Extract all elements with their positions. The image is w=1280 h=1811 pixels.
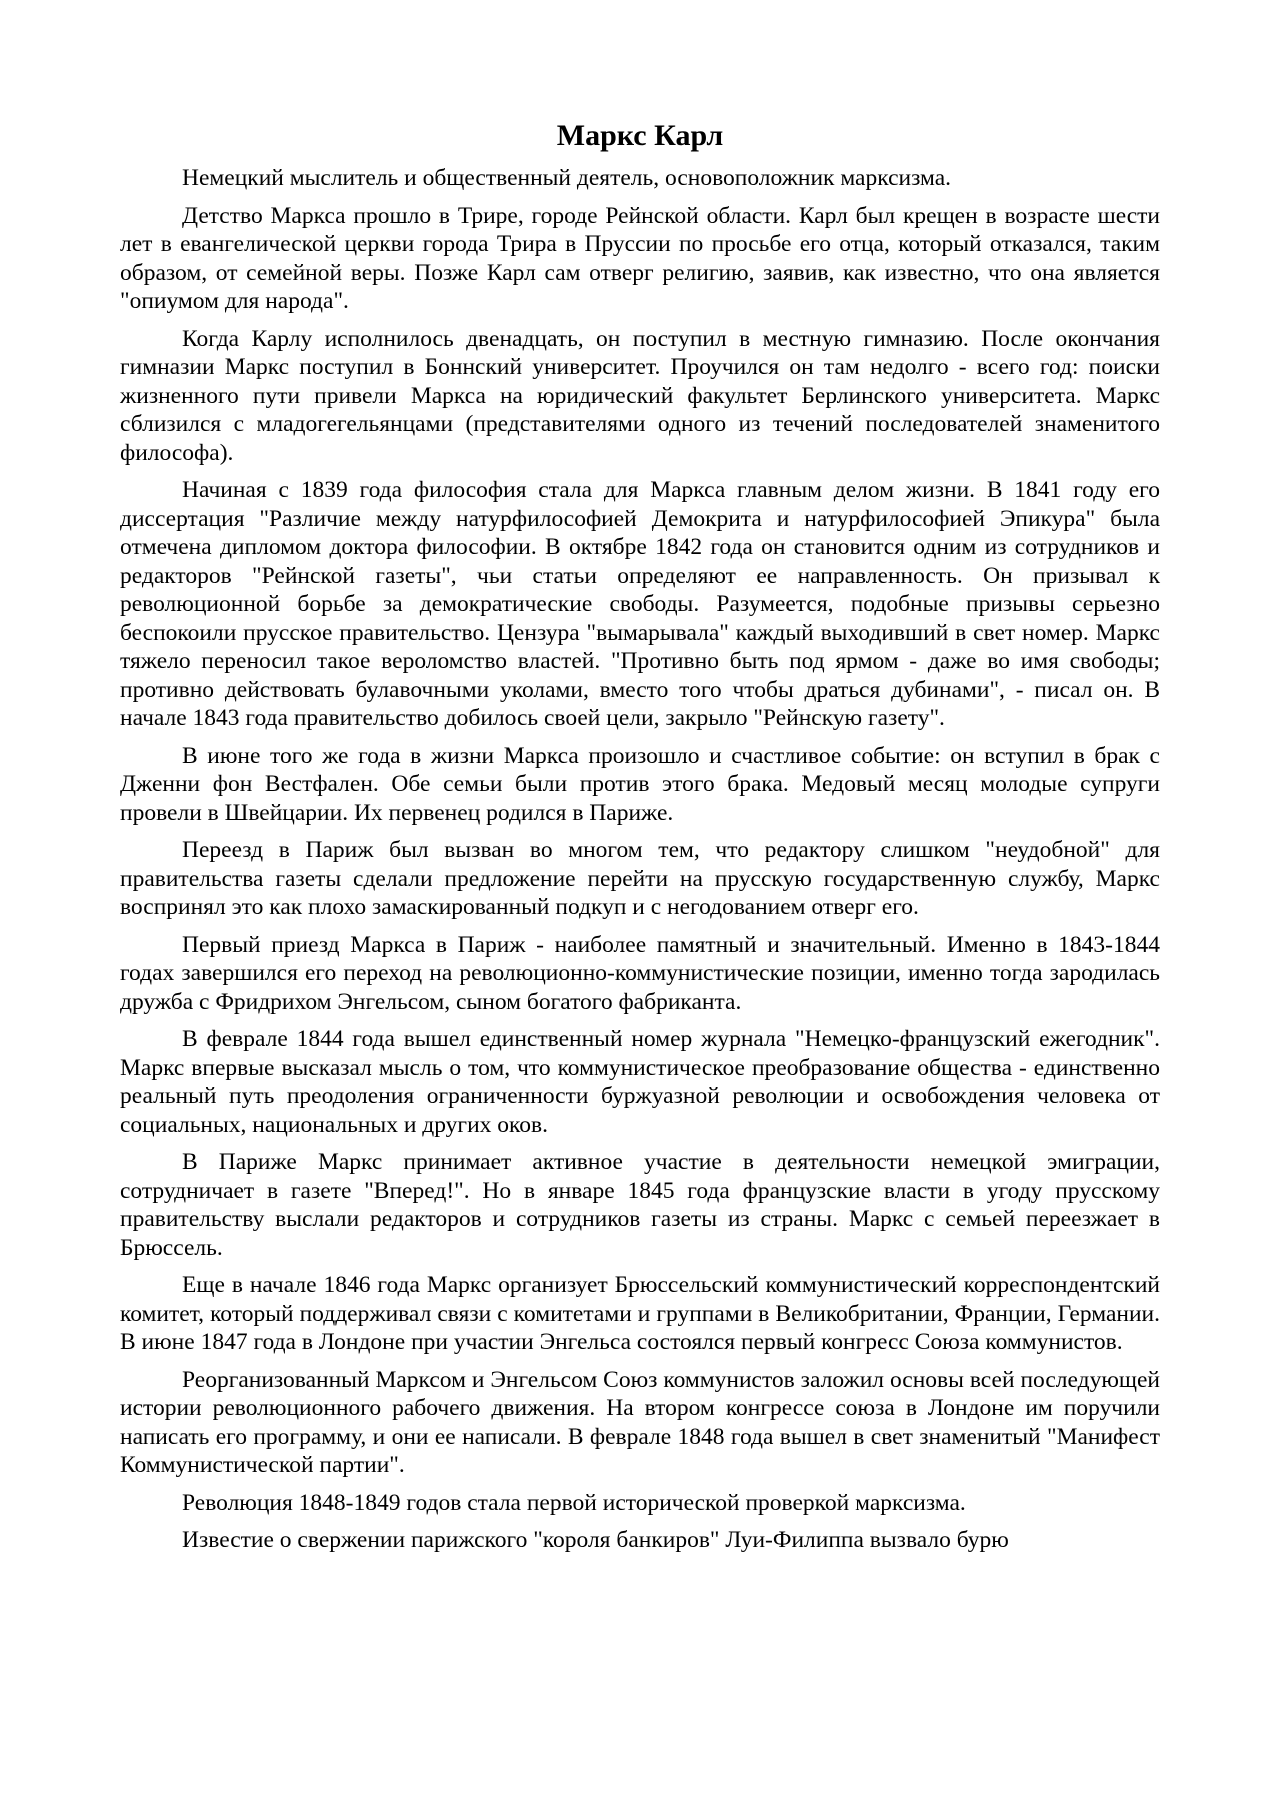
paragraph-revolution: Революция 1848-1849 годов стала первой исторической проверкой марксизма. [182, 1489, 966, 1516]
paragraph-emigration: В Париже Маркс принимает активное участие в деятельности немецкой эмиграции, сотрудничает в газете "Вперед!". Но в январе 1845 года французские власти в угоду прусскому правительству выслали редакторов и сотрудников газеты из страны. Маркс с семьей переезжает в Брюссель. [120, 1149, 1160, 1261]
document-title: Маркс Карл [556, 119, 724, 152]
paragraph-education: Когда Карлу исполнилось двенадцать, он поступил в местную гимназию. После окончания гимназии Маркс поступил в Боннский университет. Проучился он там недолго - всего год: поиски жизненного пути привели Маркса на юридический факультет Берлинского университета. Маркс сблизился с младогегельянцами (представителями одного из течений последователей знаменитого философа). [120, 325, 1160, 466]
paragraph-louis-philippe: Известие о свержении парижского "короля банкиров" Луи-Филиппа вызвало бурю [182, 1527, 1009, 1553]
paragraph-childhood: Детство Маркса прошло в Трире, городе Рейнской области. Карл был крещен в возрасте шести лет в евангелической церкви города Трира в Пруссии по просьбе его отца, который отказался, таким образом, от семейной веры. Позже Карл сам отверг религию, заявив, как известно, что она является "опиумом для народа". [120, 202, 1160, 314]
paragraph-intro: Немецкий мыслитель и общественный деятель, основоположник марксизма. [182, 165, 952, 191]
paragraph-committee: Еще в начале 1846 года Маркс организует Брюссельский коммунистический корреспондентский комитет, который поддерживал связи с комитетами и группами в Великобритании, Франции, Германии. В июне 1847 года в Лондоне при участии Энгельса состоялся первый конгресс Союза коммунистов. [120, 1272, 1160, 1355]
paragraph-yearbook: В феврале 1844 года вышел единственный номер журнала "Немецко-французский ежегодник". Маркс впервые высказал мысль о том, что коммунистическое преобразование общества - единственно реальный путь преодоления ограниченности буржуазной революции и освобождения человека от социальных, национальных и других оков. [120, 1026, 1160, 1138]
paragraph-marriage: В июне того же года в жизни Маркса произошло и счастливое событие: он вступил в брак с Дженни фон Вестфален. Обе семьи были против этого брака. Медовый месяц молодые супруги провели в Швейцарии. Их первенец родился в Париже. [120, 742, 1160, 826]
paragraph-philosophy: Начиная с 1839 года философия стала для Маркса главным делом жизни. В 1841 году его диссертация "Различие между натурфилософией Демокрита и натурфилософией Эпикура" была отмечена дипломом доктора философии. В октябре 1842 года он становится одним из сотрудников и редакторов "Рейнской газеты", чьи статьи определяют ее направленность. Он призывал к революционной борьбе за демократические свободы. Разумеется, подобные призывы серьезно беспокоили прусское правительство. Цензура "вымарывала" каждый выходивший в свет номер. Маркс тяжело переносил такое вероломство властей. "Противно быть под ярмом - даже во имя свободы; противно действовать булавочными уколами, вместо того чтобы драться дубинами", - писал он. В начале 1843 года правительство добилось своей цели, закрыло "Рейнскую газету". [120, 477, 1160, 731]
paragraph-move-to-paris: Переезд в Париж был вызван во многом тем, что редактору слишком "неудобной" для правительства газеты сделали предложение перейти на прусскую государственную службу, Маркс воспринял это как плохо замаскированный подкуп и с негодованием отверг его. [120, 837, 1160, 920]
paragraph-manifesto: Реорганизованный Марксом и Энгельсом Союз коммунистов заложил основы всей последующей истории революционного рабочего движения. На втором конгрессе союза в Лондоне им поручили написать его программу, и они ее написали. В феврале 1848 года вышел в свет знаменитый "Манифест Коммунистической партии". [120, 1366, 1160, 1478]
paragraph-first-paris-visit: Первый приезд Маркса в Париж - наиболее памятный и значительный. Именно в 1843-1844 годах завершился его переход на революционно-коммунистические позиции, именно тогда зародилась дружба с Фридрихом Энгельсом, сыном богатого фабриканта. [120, 931, 1160, 1015]
document-body [120, 118, 1160, 1564]
